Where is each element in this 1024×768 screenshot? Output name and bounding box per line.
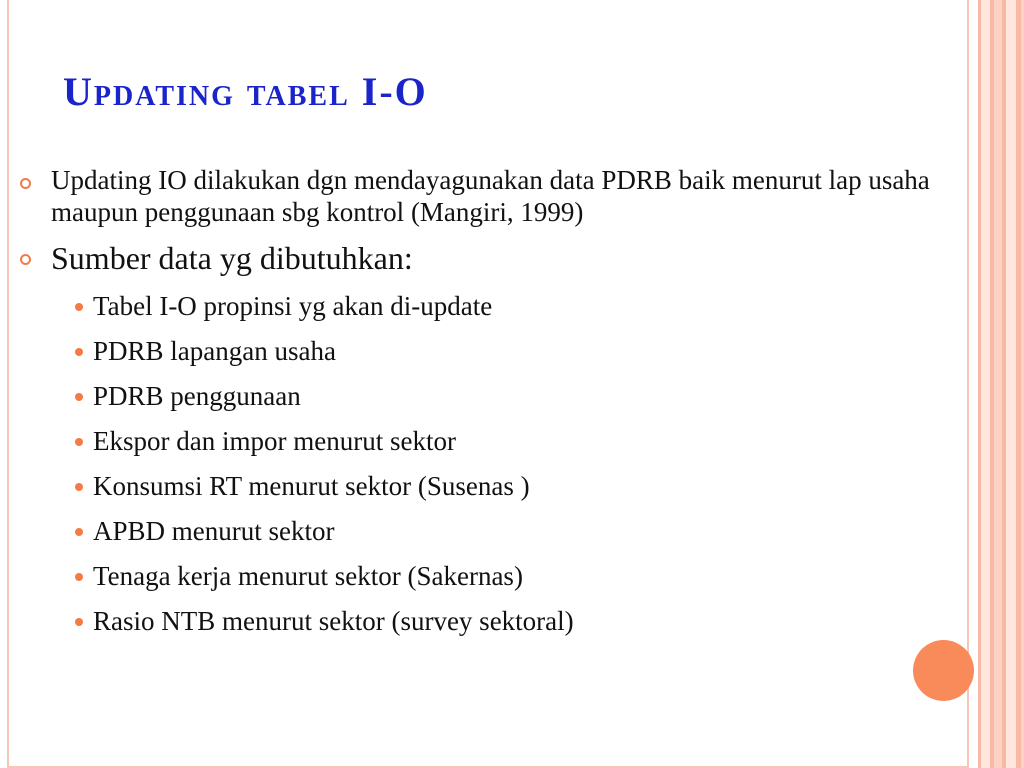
dot-bullet-icon xyxy=(75,438,83,446)
stripe xyxy=(1016,0,1021,768)
sub-bullet-text: Rasio NTB menurut sektor (survey sektoral) xyxy=(93,606,574,636)
sub-bullet-text: APBD menurut sektor xyxy=(93,516,335,546)
slide-title: Updating tabel I-O xyxy=(63,69,428,114)
sub-bullet-item xyxy=(18,374,968,419)
sub-bullet-text: PDRB lapangan usaha xyxy=(93,336,336,366)
dot-bullet-icon xyxy=(75,483,83,491)
sub-bullet-item xyxy=(18,599,968,644)
sub-bullet-item xyxy=(18,509,968,554)
stripe xyxy=(1002,0,1006,768)
dot-bullet-icon xyxy=(75,303,83,311)
bullet-point xyxy=(18,164,966,228)
decorative-circle xyxy=(913,640,974,701)
bullet-point-text: Updating IO dilakukan dgn mendayagunakan data PDRB baik menurut lap usaha maupun penggunaan sbg kontrol (Mangiri, 1999) xyxy=(51,165,930,227)
dot-bullet-icon xyxy=(75,348,83,356)
dot-bullet-icon xyxy=(75,393,83,401)
ring-bullet-icon xyxy=(20,178,31,189)
ring-bullet-icon xyxy=(20,254,31,265)
sub-bullet-text: Konsumsi RT menurut sektor (Susenas ) xyxy=(93,471,530,501)
dot-bullet-icon xyxy=(75,618,83,626)
sub-bullet-item xyxy=(18,464,968,509)
sub-bullet-text: Tenaga kerja menurut sektor (Sakernas) xyxy=(93,561,523,591)
sub-bullet-item xyxy=(18,284,968,329)
sub-bullet-text: PDRB penggunaan xyxy=(93,381,301,411)
bullet-point xyxy=(18,238,968,278)
slide-content xyxy=(18,164,968,644)
sub-bullet-item xyxy=(18,329,968,374)
stripe-gap xyxy=(981,0,990,768)
stripe xyxy=(978,0,981,768)
sub-bullet-text: Ekspor dan impor menurut sektor xyxy=(93,426,456,456)
sub-bullet-text: Tabel I-O propinsi yg akan di-update xyxy=(93,291,493,321)
decorative-stripes xyxy=(978,0,1024,768)
stripe-gap xyxy=(1006,0,1016,768)
dot-bullet-icon xyxy=(75,573,83,581)
sub-bullet-list xyxy=(18,284,968,644)
sub-bullet-item xyxy=(18,419,968,464)
bullet-point-text: Sumber data yg dibutuhkan: xyxy=(51,240,413,276)
sub-bullet-item xyxy=(18,554,968,599)
stripe xyxy=(990,0,994,768)
dot-bullet-icon xyxy=(75,528,83,536)
